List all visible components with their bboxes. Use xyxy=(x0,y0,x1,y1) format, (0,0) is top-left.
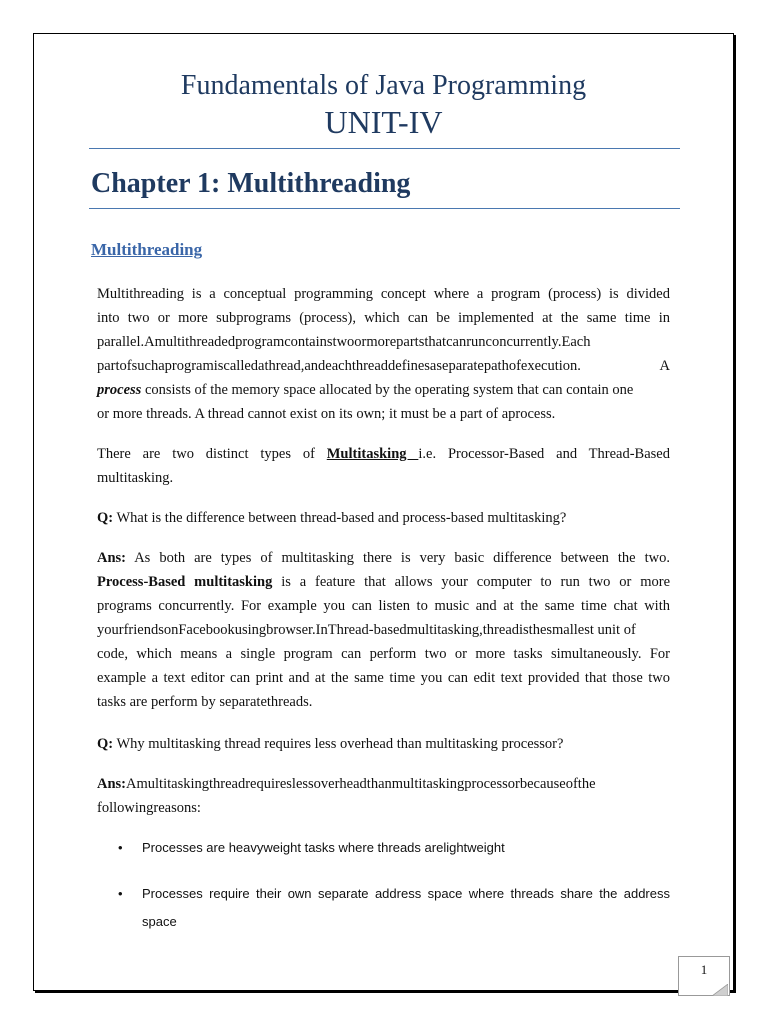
paragraph-text: There are two distinct types of xyxy=(97,446,327,462)
multitasking-paragraph xyxy=(97,442,670,490)
paragraph-line xyxy=(97,506,670,530)
question-1 xyxy=(97,506,670,530)
paragraph-line: Multithreading is a conceptual programming concept where a program (process) is divided xyxy=(97,286,670,302)
list-item-line: Processes require their own separate address space where threads share the address xyxy=(142,886,670,901)
paragraph-text: A xyxy=(659,358,670,374)
paragraph-line xyxy=(97,354,670,378)
question-label: Q: xyxy=(97,736,114,752)
list-item-line: space xyxy=(142,914,177,929)
paragraph-line: parallel.Amultithreadedprogramcontainstwoormorepartsthatcanrunconcurrently.Each xyxy=(97,334,591,350)
paragraph-line: programs concurrently. For example you can listen to music and at the same time chat with xyxy=(97,598,670,614)
paragraph-line: example a text editor can print and at the same time you can edit text provided that those two xyxy=(97,670,670,686)
paragraph-line: yourfriendsonFacebookusingbrowser.InThread-basedmultitasking,threadisthesmallest unit of xyxy=(97,622,636,638)
page-number-text: 1 xyxy=(700,962,708,977)
chapter-divider xyxy=(89,208,680,209)
paragraph-line: or more threads. A thread cannot exist on its own; it must be a part of aprocess. xyxy=(97,406,556,422)
answer-label: Ans: xyxy=(97,550,127,566)
bullet-icon: • xyxy=(118,886,123,901)
paragraph-line: into two or more subprograms (process), which can be implemented at the same time in xyxy=(97,310,670,326)
paragraph-line: code, which means a single program can perform two or more tasks simultaneously. For xyxy=(97,646,670,662)
list-item-text: Processes are heavyweight tasks where threads arelightweight xyxy=(142,840,505,855)
paragraph-line xyxy=(97,546,670,570)
title-divider xyxy=(89,148,680,149)
answer-text: is a feature that allows your computer to run two or more xyxy=(272,574,670,590)
paragraph-line xyxy=(97,442,670,466)
question-text: Why multitasking thread requires less overhead than multitasking processor? xyxy=(113,736,564,752)
unit-title: UNIT-IV xyxy=(324,104,443,140)
paragraph-line: multitasking. xyxy=(97,470,174,486)
question-text: What is the difference between thread-based and process-based multitasking? xyxy=(113,510,567,526)
paragraph-line xyxy=(97,732,670,756)
process-term: process xyxy=(97,382,142,398)
paragraph-line: tasks are perform by separatethreads. xyxy=(97,694,313,710)
section-heading: Multithreading xyxy=(91,240,203,259)
multitasking-term: Multitasking xyxy=(326,446,419,462)
answer-2 xyxy=(97,772,670,820)
paragraph-line xyxy=(97,570,670,594)
page-curl-icon xyxy=(712,984,728,996)
bullet-icon: • xyxy=(118,840,123,855)
paragraph-text: partofsuchaprogramiscalledathread,andeachthreaddefinesaseparatepathofexecution. xyxy=(97,358,581,374)
process-based-term: Process-Based multitasking xyxy=(97,574,273,590)
list-item-text xyxy=(142,880,670,936)
answer-1 xyxy=(97,546,670,714)
question-label: Q: xyxy=(97,510,114,526)
document-title: Fundamentals of Java Programming xyxy=(180,70,587,101)
intro-paragraph xyxy=(97,282,670,426)
paragraph-text: i.e. Processor-Based and Thread-Based xyxy=(418,446,670,462)
paragraph-line xyxy=(97,378,670,402)
chapter-heading: Chapter 1: Multithreading xyxy=(91,168,411,199)
list-item xyxy=(118,880,670,936)
paragraph-line xyxy=(97,772,670,796)
answer-text: As both are types of multitasking there is very basic difference between the two. xyxy=(126,550,670,566)
answer-text: Amultitaskingthreadrequireslessoverheadthanmultitaskingprocessorbecauseofthe xyxy=(126,776,596,792)
question-2 xyxy=(97,732,670,756)
answer-label: Ans: xyxy=(97,776,127,792)
paragraph-text: consists of the memory space allocated by the operating system that can contain one xyxy=(141,382,634,398)
paragraph-line: followingreasons: xyxy=(97,800,201,816)
list-item xyxy=(118,834,670,862)
